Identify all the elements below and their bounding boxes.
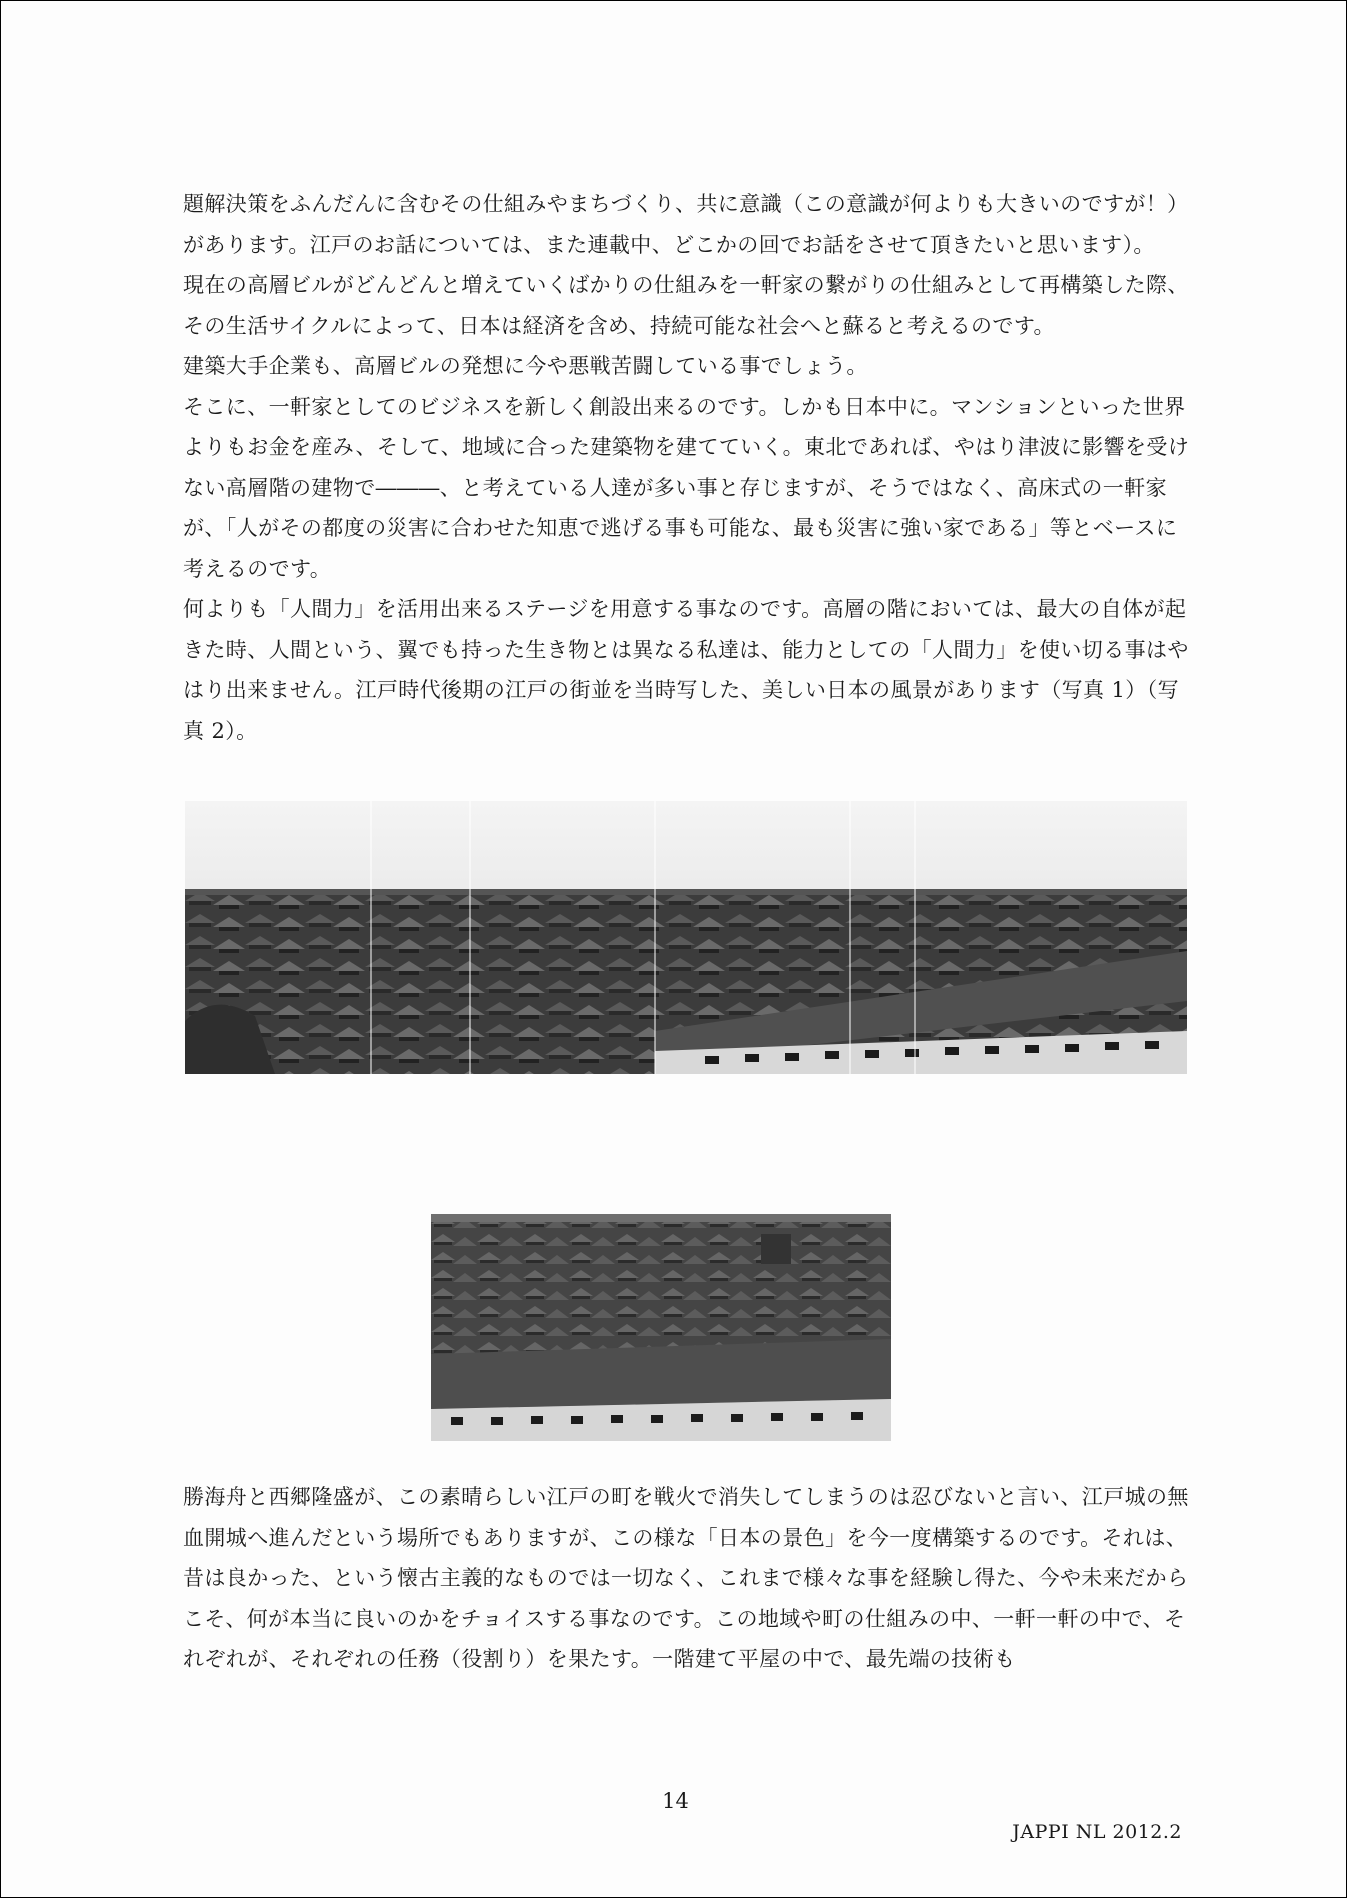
edo-rooftops-image — [431, 1214, 891, 1441]
page-number: 14 — [662, 1789, 689, 1813]
paragraph: 現在の高層ビルがどんどんと増えていくばかりの仕組みを一軒家の繋がりの仕組みとして再構築した際、その生活サイクルによって、日本は経済を含め、持続可能な社会へと蘇ると考えるのです。 — [183, 273, 1189, 338]
publication-label: JAPPI NL 2012.2 — [1012, 1821, 1182, 1843]
body-text-top — [183, 184, 1191, 751]
edo-panorama-photo — [185, 801, 1187, 1074]
edo-rooftops-photo — [431, 1214, 891, 1441]
paragraph: 題解決策をふんだんに含むその仕組みやまちづくり、共に意識（この意識が何よりも大きいのですが！）があります。江戸のお話については、また連載中、どこかの回でお話をさせて頂きたいと思います）。 — [183, 192, 1189, 257]
paragraph: 何よりも「人間力」を活用出来るステージを用意する事なのです。高層の階においては、最大の自体が起きた時、人間という、翼でも持った生き物とは異なる私達は、能力としての「人間力」を使い切る事はやはり出来ません。江戸時代後期の江戸の街並を当時写した、美しい日本の風景があります（写真 1）（写真 2）。 — [183, 597, 1189, 743]
paragraph: 勝海舟と西郷隆盛が、この素晴らしい江戸の町を戦火で消失してしまうのは忍びないと言い、江戸城の無血開城へ進んだという場所でもありますが、この様な「日本の景色」を今一度構築するのです。それは、昔は良かった、という懐古主義的なものでは一切なく、これまで様々な事を経験し得た、今や未来だからこそ、何が本当に良いのかをチョイスする事なのです。この地域や町の仕組みの中、一軒一軒の中で、それぞれが、それぞれの任務（役割り）を果たす。一階建て平屋の中で、最先端の技術も — [183, 1485, 1189, 1671]
body-text-bottom — [183, 1477, 1191, 1680]
paragraph: そこに、一軒家としてのビジネスを新しく創設出来るのです。しかも日本中に。マンションといった世界よりもお金を産み、そして、地域に合った建築物を建てていく。東北であれば、やはり津波に影響を受けない高層階の建物で―――、と考えている人達が多い事と存じますが、そうではなく、高床式の一軒家が、「人がその都度の災害に合わせた知恵で逃げる事も可能な、最も災害に強い家である」等とベースに考えるのです。 — [183, 394, 1190, 581]
edo-panorama-image — [185, 801, 1187, 1074]
paragraph: 建築大手企業も、高層ビルの発想に今や悪戦苦闘している事でしょう。 — [183, 354, 868, 378]
